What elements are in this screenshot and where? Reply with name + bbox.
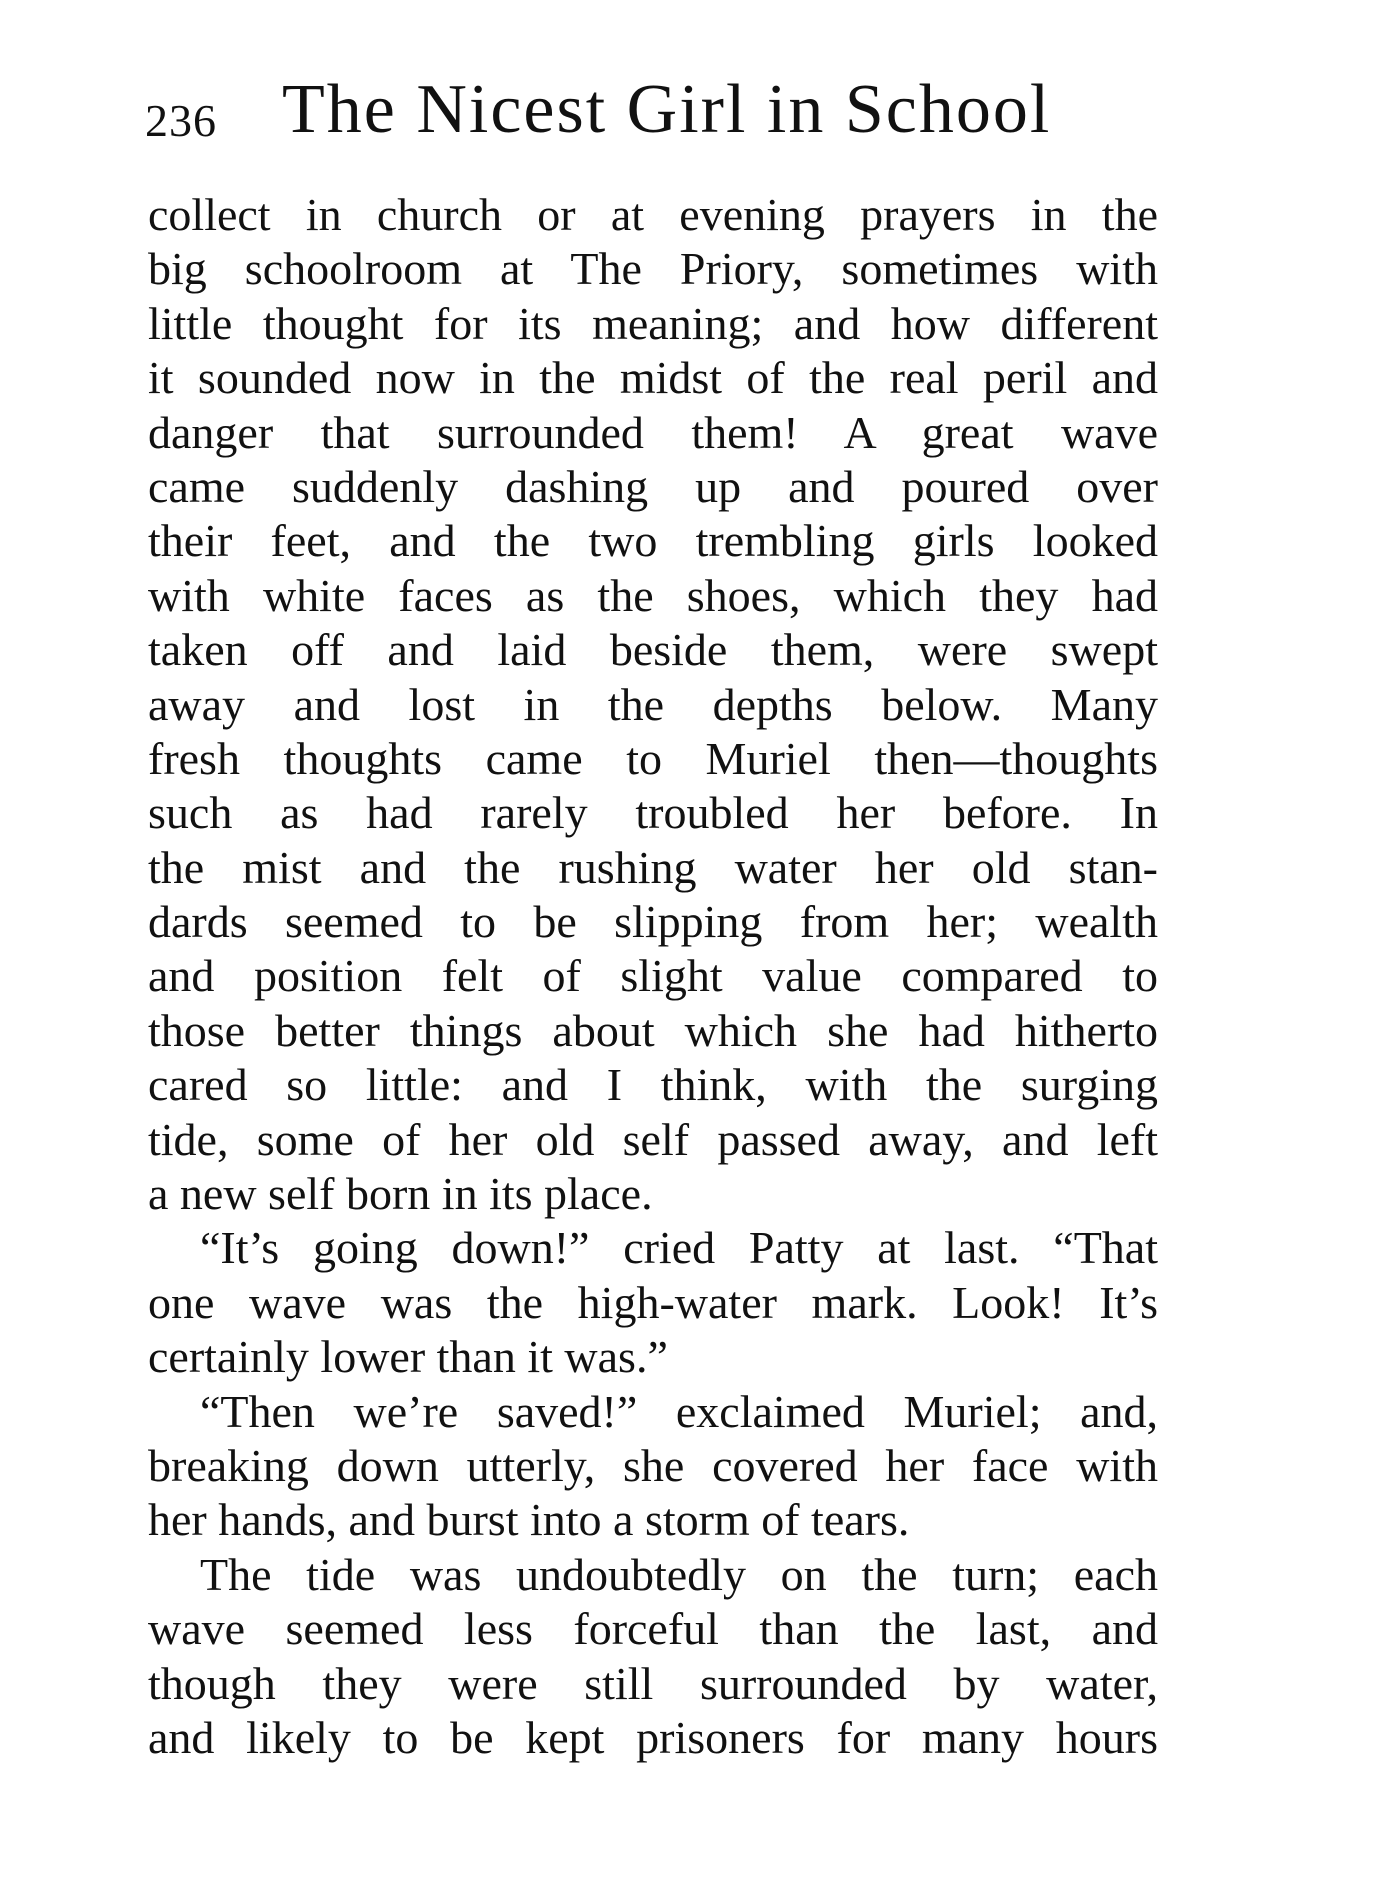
text-line: and likely to be kept prisoners for many hours [148, 1711, 1158, 1763]
running-title: The Nicest Girl in School [282, 71, 1052, 148]
text-line: her hands, and burst into a storm of tears. [148, 1494, 910, 1546]
text-line: collect in church or at evening prayers in the [148, 189, 1158, 240]
text-line: wave seemed less forceful than the last, and [148, 1603, 1158, 1655]
text-line: tide, some of her old self passed away, and left [148, 1113, 1158, 1165]
text-line: cared so little: and I think, with the surging [148, 1059, 1158, 1111]
text-line: though they were still surrounded by water, [148, 1657, 1158, 1709]
text-line: The tide was undoubtedly on the turn; each [200, 1548, 1158, 1600]
text-line: a new self born in its place. [148, 1168, 653, 1220]
text-line: “It’s going down!” cried Patty at last. “That [200, 1222, 1158, 1274]
text-line: danger that surrounded them! A great wave [148, 406, 1158, 458]
text-line: little thought for its meaning; and how different [148, 297, 1158, 349]
text-line: big schoolroom at The Priory, sometimes with [148, 243, 1158, 295]
body-text [148, 188, 1158, 1765]
text-line: came suddenly dashing up and poured over [148, 460, 1158, 512]
text-line: away and lost in the depths below. Many [148, 678, 1158, 730]
text-line: it sounded now in the midst of the real peril and [148, 352, 1158, 404]
text-line: such as had rarely troubled her before. In [148, 787, 1158, 839]
text-line: fresh thoughts came to Muriel then—thoughts [148, 732, 1158, 784]
text-line: certainly lower than it was.” [148, 1331, 668, 1383]
text-line: dards seemed to be slipping from her; wealth [148, 896, 1158, 948]
text-line: the mist and the rushing water her old stan- [148, 841, 1158, 893]
text-line: “Then we’re saved!” exclaimed Muriel; and, [200, 1385, 1158, 1437]
text-line: those better things about which she had hitherto [148, 1004, 1158, 1056]
text-line: breaking down utterly, she covered her face with [148, 1439, 1158, 1491]
text-line: and position felt of slight value compared to [148, 950, 1158, 1002]
text-line: one wave was the high-water mark. Look! It’s [148, 1276, 1158, 1328]
page-number: 236 [145, 95, 217, 146]
text-line: taken off and laid beside them, were swept [148, 624, 1158, 676]
running-head [145, 70, 1155, 160]
text-line: their feet, and the two trembling girls looked [148, 515, 1158, 567]
text-line: with white faces as the shoes, which they had [148, 569, 1158, 621]
